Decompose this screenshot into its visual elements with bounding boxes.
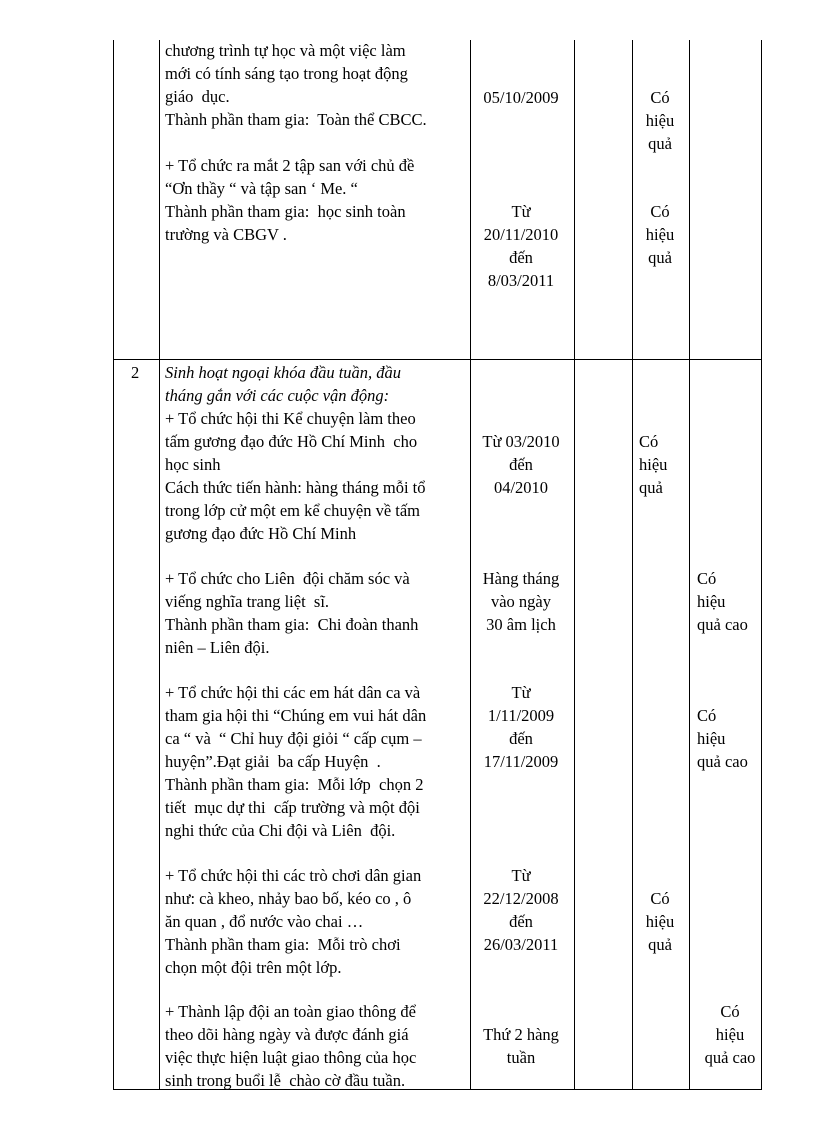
- time-cell: tuần: [506, 1048, 536, 1067]
- content-line: chương trình tự học và một việc làm: [165, 41, 406, 60]
- content-line: ăn quan , đổ nước vào chai …: [165, 912, 364, 931]
- result-cell: Có: [697, 569, 717, 588]
- content-line: Thành phần tham gia: Chi đoàn thanh: [165, 615, 419, 634]
- content-line: sinh trong buổi lễ chào cờ đầu tuần.: [165, 1071, 406, 1090]
- result-cell: Có: [650, 202, 670, 221]
- content-line: viếng nghĩa trang liệt sĩ.: [165, 592, 330, 611]
- table-border-left: [113, 40, 114, 1090]
- content-line: ca “ và “ Chỉ huy đội giỏi “ cấp cụm –: [165, 729, 422, 748]
- column-divider-kha: [689, 40, 690, 1090]
- content-line: tiết mục dự thi cấp trường và một đội: [165, 798, 420, 817]
- content-line: Thành phần tham gia: học sinh toàn: [165, 202, 406, 221]
- result-cell: hiệu: [639, 455, 668, 474]
- column-divider-stt: [159, 40, 160, 1090]
- content-line: + Thành lập đội an toàn giao thông để: [165, 1002, 416, 1021]
- content-line: + Tổ chức hội thi Kể chuyện làm theo: [165, 409, 416, 428]
- time-cell: Hàng tháng: [482, 569, 560, 588]
- section-heading: Sinh hoạt ngoại khóa đầu tuần, đầu: [165, 363, 402, 382]
- content-line: Cách thức tiến hành: hàng tháng mỗi tổ: [165, 478, 426, 497]
- content-line: niên – Liên đội.: [165, 638, 270, 657]
- content-line: tham gia hội thi “Chúng em vui hát dân: [165, 706, 427, 725]
- time-cell: 30 âm lịch: [486, 615, 556, 634]
- result-cell: hiệu: [645, 225, 675, 244]
- column-divider-extra: [632, 40, 633, 1090]
- content-line: huyện”.Đạt giải ba cấp Huyện .: [165, 752, 381, 771]
- result-cell: Có: [697, 706, 717, 725]
- result-cell: quả: [639, 478, 663, 497]
- time-cell: đến: [509, 248, 533, 267]
- content-line: Thành phần tham gia: Mỗi trò chơi: [165, 935, 401, 954]
- time-cell: Từ: [511, 866, 531, 885]
- content-line: + Tổ chức ra mắt 2 tập san với chủ đề: [165, 156, 415, 175]
- result-cell: quả cao: [704, 1048, 756, 1067]
- content-line: như: cà kheo, nhảy bao bố, kéo co , ô: [165, 889, 412, 908]
- result-cell: hiệu: [645, 111, 675, 130]
- time-cell: 26/03/2011: [483, 935, 559, 954]
- content-line: học sinh: [165, 455, 221, 474]
- time-cell: 17/11/2009: [483, 752, 559, 771]
- time-cell: 1/11/2009: [487, 706, 555, 725]
- content-line: mới có tính sáng tạo trong hoạt động: [165, 64, 408, 83]
- content-line: Thành phần tham gia: Mỗi lớp chọn 2: [165, 775, 424, 794]
- result-cell: quả cao: [697, 615, 748, 634]
- result-cell: Có: [650, 88, 670, 107]
- time-cell: đến: [509, 912, 533, 931]
- row-divider: [113, 359, 762, 360]
- column-divider-content: [470, 40, 471, 1090]
- content-line: giáo dục.: [165, 87, 230, 106]
- content-line: nghi thức của Chi đội và Liên đội.: [165, 821, 396, 840]
- result-cell: hiệu: [697, 592, 726, 611]
- content-line: theo dõi hàng ngày và được đánh giá: [165, 1025, 409, 1044]
- result-cell: quả: [648, 248, 672, 267]
- time-cell: 05/10/2009: [483, 88, 559, 107]
- content-line: Thành phần tham gia: Toàn thể CBCC.: [165, 110, 427, 129]
- result-cell: hiệu: [697, 729, 726, 748]
- result-cell: Có: [650, 889, 670, 908]
- content-line: + Tổ chức cho Liên đội chăm sóc và: [165, 569, 410, 588]
- time-cell: 04/2010: [493, 478, 549, 497]
- content-line: trong lớp cử một em kể chuyện về tấm: [165, 501, 421, 520]
- result-cell: quả: [648, 134, 672, 153]
- result-cell: hiệu: [715, 1025, 745, 1044]
- content-line: trường và CBGV .: [165, 225, 287, 244]
- result-cell: Có: [639, 432, 659, 451]
- column-divider-time: [574, 40, 575, 1090]
- result-cell: quả: [648, 935, 672, 954]
- content-line: việc thực hiện luật giao thông của học: [165, 1048, 417, 1067]
- time-cell: Thứ 2 hàng: [483, 1025, 559, 1044]
- content-line: + Tổ chức hội thi các em hát dân ca và: [165, 683, 421, 702]
- section-heading: tháng gắn với các cuộc vận động:: [165, 386, 390, 405]
- content-line: gương đạo đức Hồ Chí Minh: [165, 524, 357, 543]
- time-cell: Từ: [511, 202, 531, 221]
- row-number: 2: [131, 363, 140, 382]
- time-cell: đến: [509, 455, 533, 474]
- time-cell: đến: [509, 729, 533, 748]
- time-cell: vào ngày: [490, 592, 552, 611]
- table-border-right: [761, 40, 762, 1090]
- time-cell: Từ 03/2010: [482, 432, 560, 451]
- time-cell: 20/11/2010: [483, 225, 559, 244]
- content-line: + Tổ chức hội thi các trò chơi dân gian: [165, 866, 422, 885]
- time-cell: 22/12/2008: [483, 889, 559, 908]
- time-cell: 8/03/2011: [487, 271, 555, 290]
- time-cell: Từ: [511, 683, 531, 702]
- content-line: chọn một đội trên một lớp.: [165, 958, 342, 977]
- content-line: “Ơn thầy “ và tập san ‘ Me. “: [165, 179, 358, 198]
- result-cell: Có: [720, 1002, 740, 1021]
- result-cell: quả cao: [697, 752, 748, 771]
- content-line: tấm gương đạo đức Hồ Chí Minh cho: [165, 432, 418, 451]
- result-cell: hiệu: [645, 912, 675, 931]
